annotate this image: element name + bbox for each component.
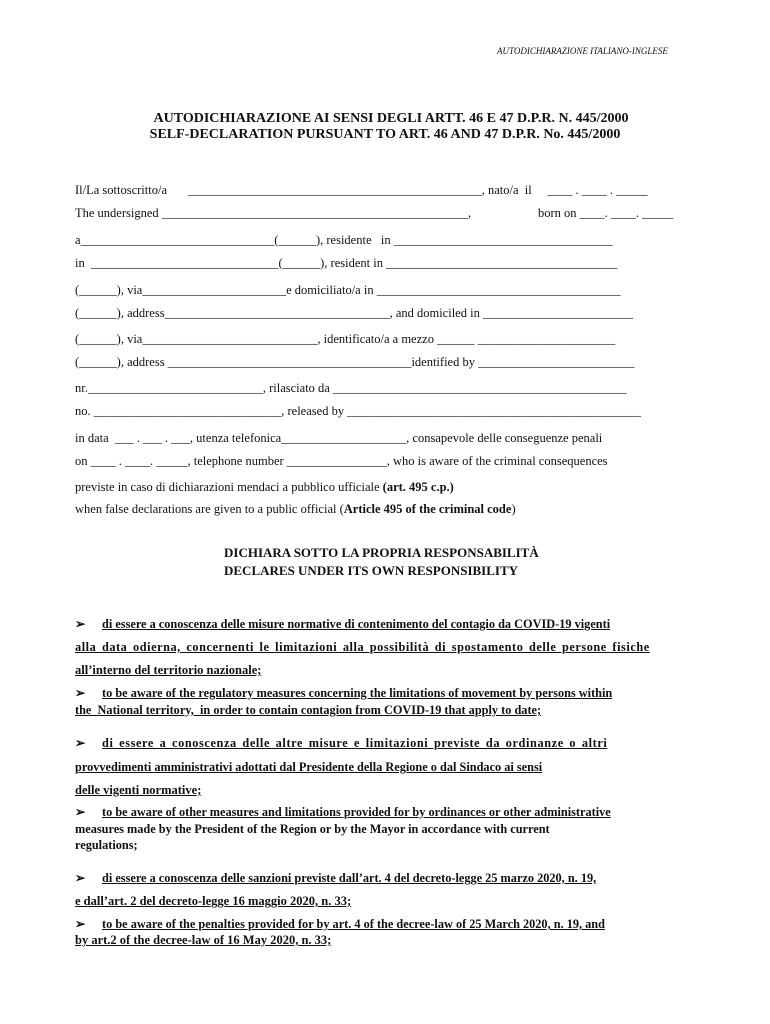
bullet-4-line-3: regulations; — [75, 838, 138, 852]
arrow-bullet-icon: ➢ — [75, 871, 86, 885]
running-header: AUTODICHIARAZIONE ITALIANO-INGLESE — [497, 46, 668, 56]
bullet-5-line-2: e dall’art. 2 del decreto-legge 16 maggio 2020, n. 33; — [75, 894, 352, 908]
bullet-2-line-1: to be aware of the regulatory measures concerning the limitations of movement by persons within — [102, 686, 613, 700]
bullet-1-line-1: di essere a conoscenza delle misure normative di contenimento del contagio da COVID-19 vigenti — [102, 617, 611, 631]
bullet-3-line-3: delle vigenti normative; — [75, 783, 202, 797]
form-line-rilasciato[interactable]: nr.____________________________, rilasciato da _______________________________________________ — [75, 381, 627, 395]
bullet-6-line-2: by art.2 of the decree-law of 16 May 2020, n. 33; — [75, 933, 332, 947]
bullet-3-line-1: di essere a conoscenza delle altre misure e limitazioni previste da ordinanze o altri — [102, 736, 608, 750]
form-line-identificato[interactable]: (______), via____________________________, identificato/a a mezzo ______ ______________________ — [75, 332, 616, 346]
bullet-5-line-1: di essere a conoscenza delle sanzioni previste dall’art. 4 del decreto-legge 25 marzo 2020, n. 19, — [102, 871, 597, 885]
bullet-4-line-1: to be aware of other measures and limitations provided for by ordinances or other administrative — [102, 805, 611, 819]
bullet-6-line-1: to be aware of the penalties provided for by art. 4 of the decree-law of 25 March 2020, n. 19, and — [102, 917, 605, 931]
form-line-released[interactable]: no. ______________________________, released by _______________________________________________ — [75, 404, 641, 418]
bullet-4-line-2: measures made by the President of the Region or by the Mayor in accordance with current — [75, 822, 550, 836]
form-line-domiciled[interactable]: (______), address____________________________________, and domiciled in ________________________ — [75, 306, 633, 320]
form-line-residente[interactable]: a_______________________________(______), residente in ___________________________________ — [75, 233, 613, 247]
arrow-bullet-icon: ➢ — [75, 736, 86, 750]
declares-heading-it: DICHIARA SOTTO LA PROPRIA RESPONSABILITÀ — [224, 545, 539, 560]
form-line-identified[interactable]: (______), address _______________________________________identified by _________________________ — [75, 355, 635, 369]
bullet-2-line-2: the National territory, in order to contain contagion from COVID-19 that apply to date; — [75, 703, 542, 717]
bullet-1-line-2: alla data odierna, concernenti le limitazioni alla possibilità di spostamento delle persone fisiche — [75, 640, 650, 654]
title-italian: AUTODICHIARAZIONE AI SENSI DEGLI ARTT. 46 E 47 D.P.R. N. 445/2000 — [153, 111, 629, 126]
arrow-bullet-icon: ➢ — [75, 617, 86, 631]
bullet-3-line-2: provvedimenti amministrativi adottati dal Presidente della Regione o dal Sindaco ai sensi — [75, 760, 543, 774]
title-english: SELF-DECLARATION PURSUANT TO ART. 46 AND 47 D.P.R. No. 445/2000 — [149, 127, 621, 142]
form-line-resident[interactable]: in ______________________________(______), resident in _____________________________________ — [75, 256, 618, 270]
arrow-bullet-icon: ➢ — [75, 805, 86, 819]
form-line-born-on[interactable]: born on ____. ____. _____ — [538, 206, 674, 220]
form-line-domiciliato[interactable]: (______), via_______________________e domiciliato/a in _______________________________________ — [75, 283, 621, 297]
form-line-penal-it: previste in caso di dichiarazioni mendaci a pubblico ufficiale (art. 495 c.p.) — [75, 480, 454, 494]
form-line-in-data[interactable]: in data ___ . ___ . ___, utenza telefonica____________________, consapevole delle conseguenze penali — [75, 431, 603, 445]
form-line-sottoscritto-label: Il/La sottoscritto/a — [75, 183, 167, 197]
declares-heading-en: DECLARES UNDER ITS OWN RESPONSIBILITY — [224, 563, 519, 578]
form-line-telephone[interactable]: on ____ . ____. _____, telephone number ________________, who is aware of the criminal consequences — [75, 454, 608, 468]
form-line-undersigned[interactable]: The undersigned _________________________________________________, — [75, 206, 472, 220]
arrow-bullet-icon: ➢ — [75, 917, 86, 931]
form-line-sottoscritto-field[interactable]: _______________________________________________, nato/a il ____ . ____ . _____ — [188, 183, 648, 197]
bullet-1-line-3: all’interno del territorio nazionale; — [75, 663, 262, 677]
arrow-bullet-icon: ➢ — [75, 686, 86, 700]
form-line-penal-en: when false declarations are given to a public official (Article 495 of the criminal code) — [75, 502, 516, 516]
